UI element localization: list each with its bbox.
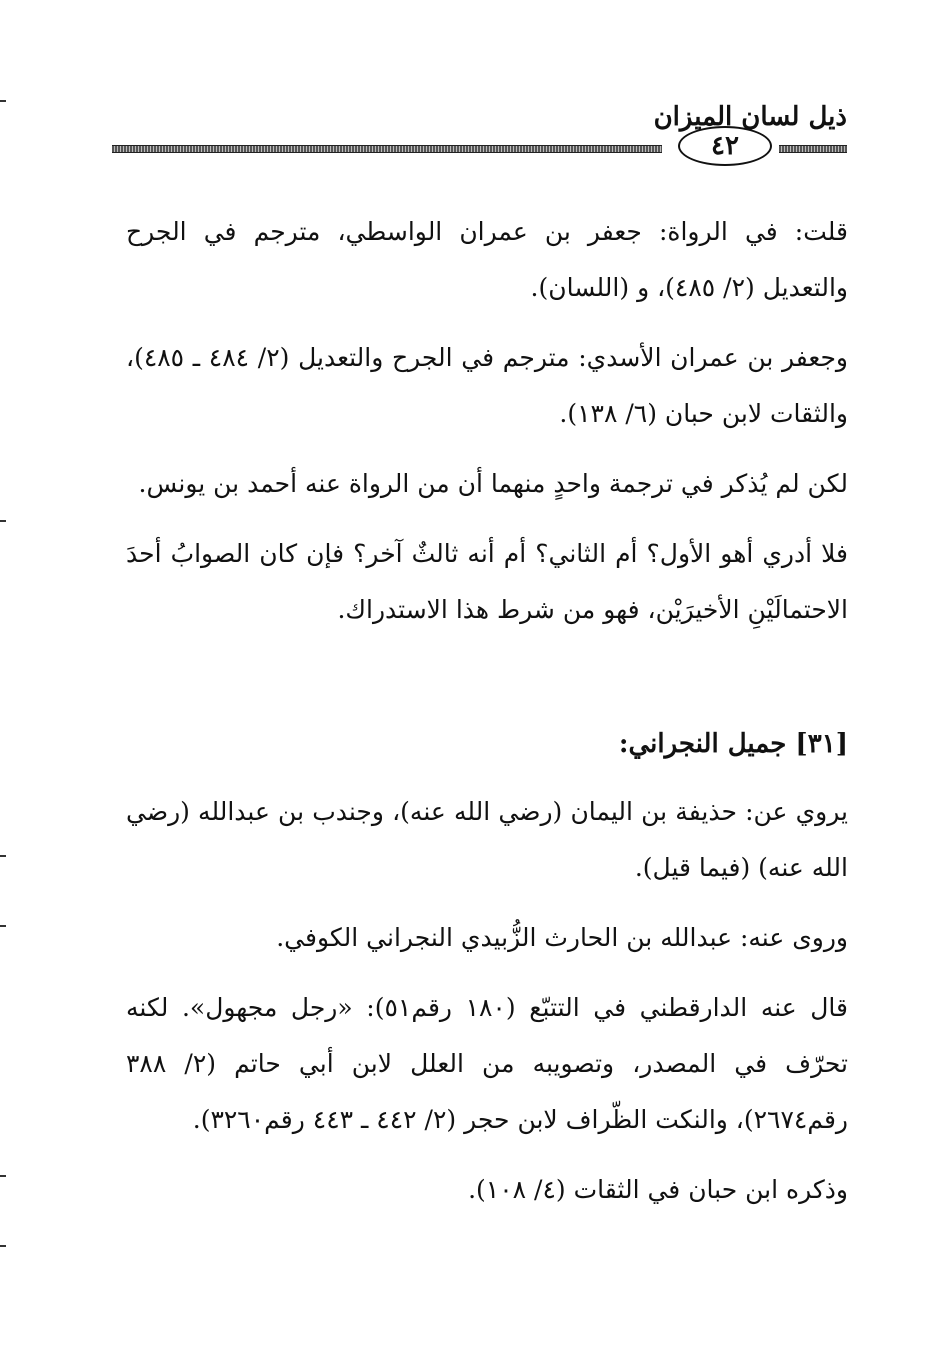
scan-margin-mark [0, 1245, 6, 1247]
entry-paragraph-2: وروى عنه: عبدالله بن الحارث الزُّبيدي النجراني الكوفي. [276, 923, 848, 952]
entry-heading: [٣١] جميل النجراني: [618, 729, 848, 759]
header-rule-right [779, 145, 847, 153]
scan-margin-mark [0, 1175, 6, 1177]
page-header [112, 96, 847, 166]
paragraph-4: فلا أدري أهو الأول؟ أم الثاني؟ أم أنه ثالثٌ آخر؟ فإن كان الصوابُ أحدَ الاحتمالَيْنِ الأخيرَيْن، فهو من شرط هذا الاستدراك. [126, 539, 848, 624]
entry-paragraph-4: وذكره ابن حبان في الثقات (٤/ ١٠٨). [468, 1175, 848, 1204]
paragraph-1: قلت: في الرواة: جعفر بن عمران الواسطي، مترجم في الجرح والتعديل (٢/ ٤٨٥)، و (اللسان). [126, 217, 849, 302]
paragraph-2: وجعفر بن عمران الأسدي: مترجم في الجرح والتعديل (٢/ ٤٨٤ ـ ٤٨٥)، والثقات لابن حبان (٦/ ١٣٨). [126, 343, 849, 428]
entry-paragraph-3: قال عنه الدارقطني في التتبّع (١٨٠ رقم٥١): «رجل مجهول». لكنه تحرّف في المصدر، وتصويبه من العلل لابن أبي حاتم (٢/ ٣٨٨ رقم٢٦٧٤)، والنكت الظّراف لابن حجر (٢/ ٤٤٢ ـ ٤٤٣ رقم٣٢٦٠). [126, 993, 849, 1134]
scan-margin-mark [0, 520, 6, 522]
scan-margin-mark [0, 855, 6, 857]
scan-margin-mark [0, 100, 6, 102]
header-rule-left [112, 145, 662, 153]
page-number: ٤٢ [678, 126, 772, 166]
running-title: ذيل لسان الميزان [653, 102, 847, 132]
entry-paragraph-1: يروي عن: حذيفة بن اليمان (رضي الله عنه)، وجندب بن عبدالله (رضي الله عنه) (فيما قيل). [126, 797, 848, 882]
page-body [126, 204, 848, 1232]
section-spacer [126, 652, 848, 716]
paragraph-3: لكن لم يُذكر في ترجمة واحدٍ منهما أن من الرواة عنه أحمد بن يونس. [138, 469, 848, 498]
scan-margin-mark [0, 925, 6, 927]
